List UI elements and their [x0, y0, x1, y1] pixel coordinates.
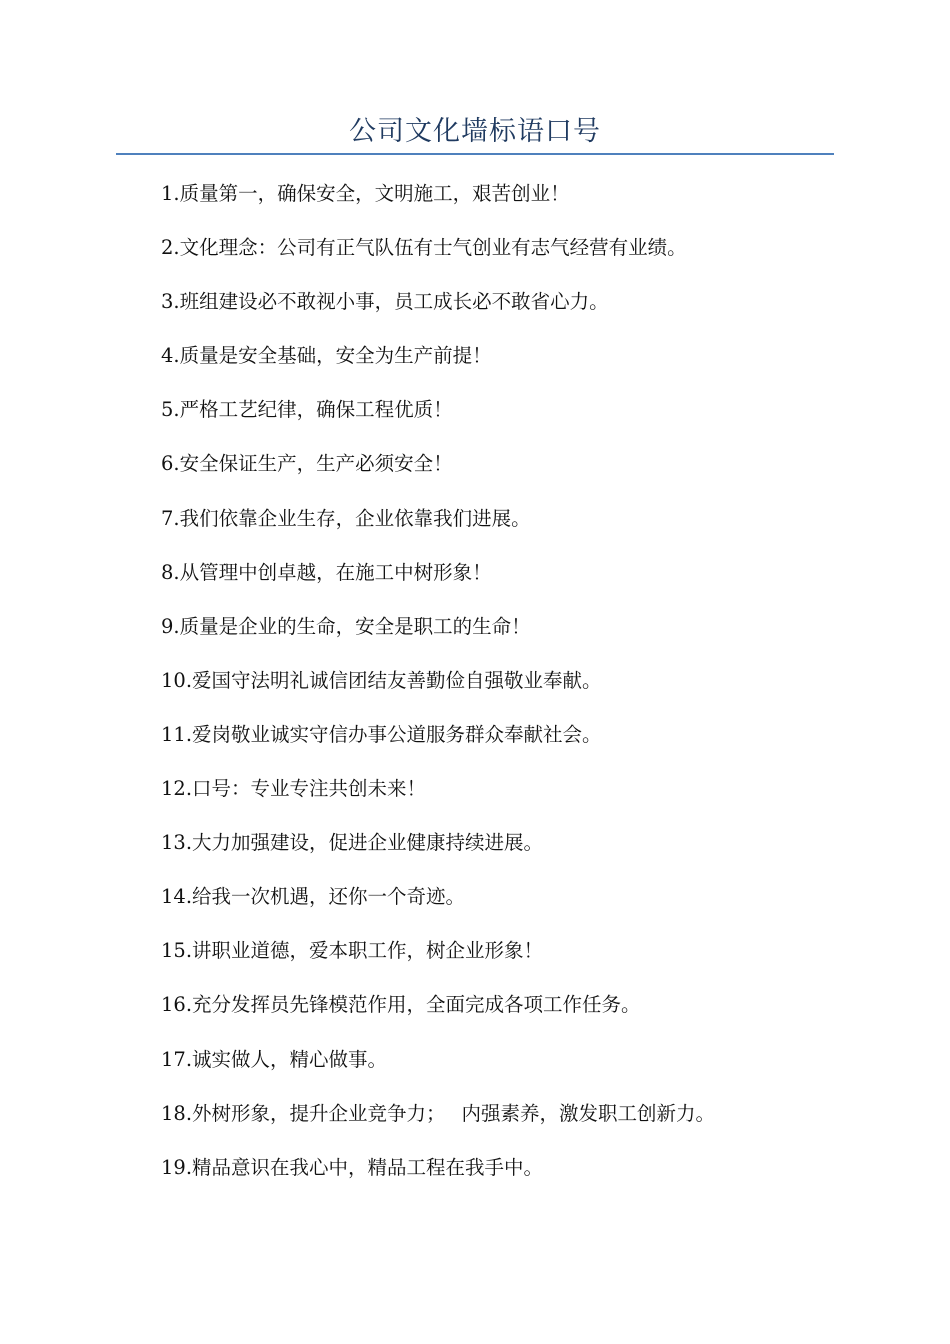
- list-item: 10.爱国守法明礼诚信团结友善勤俭自强敬业奉献。: [161, 668, 602, 692]
- list-item: 3.班组建设必不敢视小事，员工成长必不敢省心力。: [161, 290, 609, 314]
- list-item: 17.诚实做人，精心做事。: [161, 1047, 388, 1071]
- list-item: 9.质量是企业的生命，安全是职工的生命！: [161, 614, 531, 638]
- list-item: 15.讲职业道德，爱本职工作，树企业形象！: [161, 939, 544, 963]
- slogan-list: [161, 178, 861, 1206]
- list-item: 7.我们依靠企业生存，企业依靠我们进展。: [161, 506, 531, 530]
- list-item: 14.给我一次机遇，还你一个奇迹。: [161, 885, 466, 909]
- list-item: 1.质量第一，确保安全，文明施工，艰苦创业！: [161, 182, 570, 205]
- title-underline: [116, 153, 834, 155]
- list-item: 18.外树形象，提升企业竞争力； 内强素养，激发职工创新力。: [161, 1101, 715, 1125]
- list-item: 19.精品意识在我心中，精品工程在我手中。: [161, 1155, 544, 1179]
- list-item: 2.文化理念：公司有正气队伍有士气创业有志气经营有业绩。: [161, 236, 687, 260]
- list-item: 11.爱岗敬业诚实守信办事公道服务群众奉献社会。: [161, 722, 602, 746]
- list-item: 16.充分发挥员先锋模范作用，全面完成各项工作任务。: [161, 993, 641, 1017]
- page-title: 公司文化墙标语口号: [349, 116, 601, 147]
- list-item: 8.从管理中创卓越，在施工中树形象！: [161, 560, 492, 584]
- list-item: 6.安全保证生产，生产必须安全！: [161, 452, 453, 476]
- list-item: 5.严格工艺纪律，确保工程优质！: [161, 398, 453, 422]
- list-item: 12.口号：专业专注共创未来！: [161, 777, 427, 801]
- list-item: 13.大力加强建设，促进企业健康持续进展。: [161, 831, 544, 855]
- list-item: 4.质量是安全基础，安全为生产前提！: [161, 344, 492, 368]
